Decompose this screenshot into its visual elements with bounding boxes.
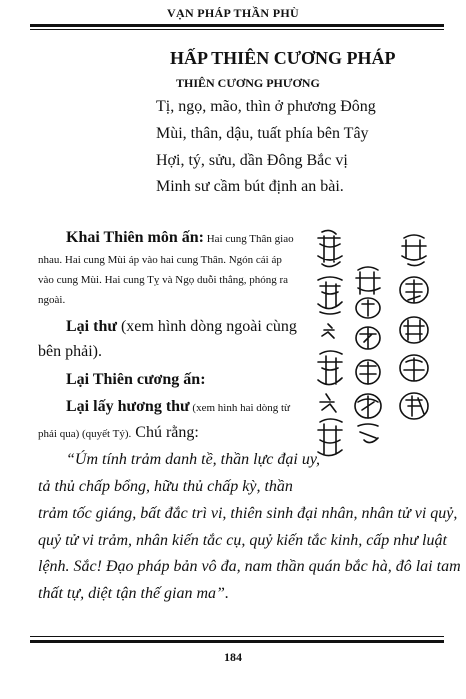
talisman-illustration [308,226,438,466]
verse-line: Hợi, tý, sửu, dần Đông Bắc vị [156,152,348,169]
talisman-column-middle [355,267,381,443]
lai-lay-line [66,398,290,416]
verse-line: Mùi, thân, dậu, tuất phía bên Tây [156,125,369,142]
footer-rule-thin [30,636,444,637]
chant-line: thất tự, diệt tận thế gian ma”. [38,585,229,602]
verse-line: Tị, ngọ, mão, thìn ở phương Đông [156,98,376,115]
lai-thu-line [66,318,297,336]
khai-line: ngoài. [38,294,66,306]
header-rule-thin [30,29,444,30]
verse-line: Minh sư cầm bút định an bài. [156,178,344,195]
section-title: HẤP THIÊN CƯƠNG PHÁP [170,48,396,68]
talisman-column-right [400,235,428,419]
talisman-column-left [318,230,342,455]
chant-line: “Úm tính trảm danh tề, thần lực đại uy, [66,451,321,468]
lai-thu-line-2: bên phải). [38,343,102,360]
chant-line: quỷ tử vi trảm, nhân kiến tắc cụ, quỷ kiến tắc kinh, cấp như luật [38,532,447,549]
running-header: VẠN PHÁP THẦN PHÙ [167,6,299,20]
lai-lay-small: (xem hình hai dòng từ [189,402,291,414]
header-rule-thick [30,24,444,27]
lai-lay-text: Chú rằng: [131,424,199,441]
khai-paragraph-line [66,229,294,247]
chant-line: lệnh. Sắc! Đạo pháp bản vô đa, nam thần quán bắc hà, đô lai tam [38,558,461,575]
chant-line: tả thủ chấp bổng, hữu thủ chấp kỳ, thần [38,478,293,495]
lai-thu-text: (xem hình dòng ngoài cùng [116,318,297,335]
footer-rule-thick [30,640,444,643]
khai-heading: Khai Thiên môn ấn: [66,229,204,246]
lai-lay-small-2: phải qua) (quyết Tý). [38,428,132,440]
lai-lay-heading: Lại lấy hương thư [66,398,190,415]
chant-line: trảm tốc giáng, bất đắc trì vi, thiên sinh đại nhân, nhân tử vi quỷ, [38,505,458,522]
lai-thu-heading: Lại thư [66,318,117,335]
lai-lay-line-2 [38,424,199,442]
section-subtitle: THIÊN CƯƠNG PHƯƠNG [176,76,320,90]
khai-line: nhau. Hai cung Mùi áp vào hai cung Thân. Ngón cái áp [38,254,282,266]
khai-line: vào cung Mùi. Hai cung Tỵ và Ngọ duỗi thẳng, phóng ra [38,274,289,286]
lai-an-heading: Lại Thiên cương ấn: [66,371,206,388]
khai-text: Hai cung Thân giao [203,233,294,245]
page-number: 184 [224,650,242,664]
